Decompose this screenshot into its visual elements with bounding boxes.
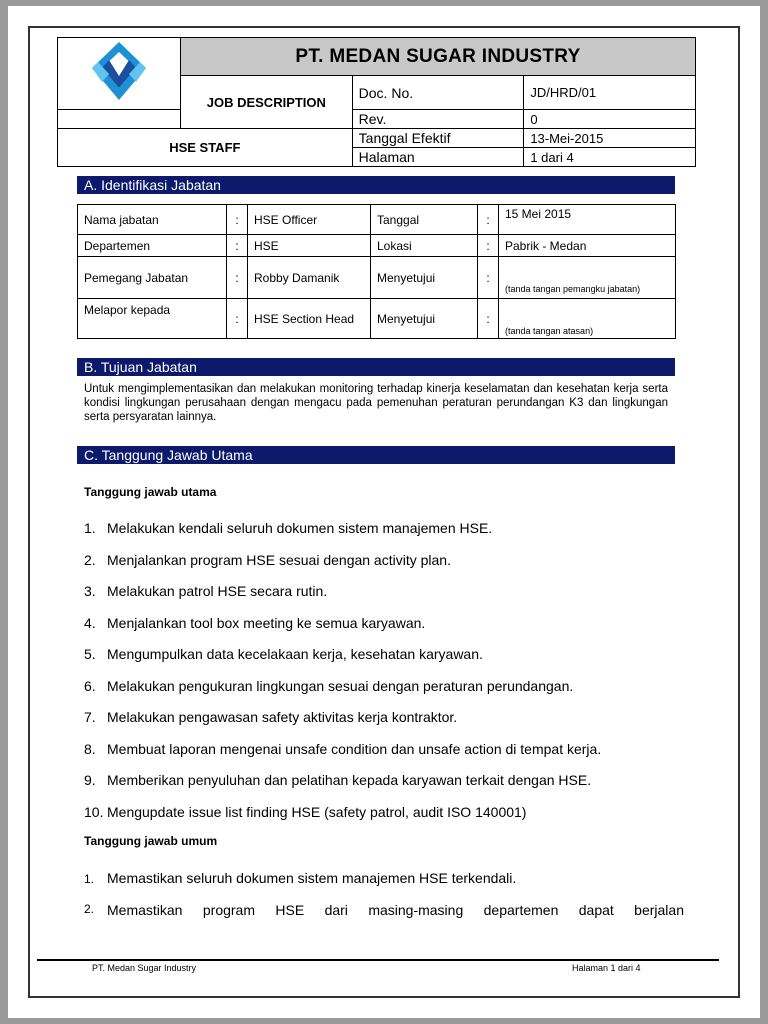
meta-value: 0 [524, 110, 696, 129]
logo-cell [58, 38, 181, 110]
field-value: HSE Section Head [248, 299, 371, 339]
meta-key: Halaman [352, 148, 524, 167]
field-label: Lokasi [371, 235, 478, 257]
item-text: Mengumpulkan data kecelakaan kerja, kesehatan karyawan. [107, 646, 483, 662]
item-text: Mengupdate issue list finding HSE (safety patrol, audit ISO 140001) [107, 803, 527, 820]
section-b-title: B. Tujuan Jabatan [77, 358, 675, 376]
field-value: Robby Damanik [248, 257, 371, 299]
item-text: Memastikan program HSE dari masing-masing departemen dapat berjalan [107, 902, 684, 918]
meta-value: JD/HRD/01 [524, 76, 696, 110]
colon: : [227, 257, 248, 299]
list-item [84, 709, 457, 725]
colon: : [227, 235, 248, 257]
colon: : [227, 299, 248, 339]
list-item [84, 583, 327, 599]
signature-note: (tanda tangan pemangku jabatan) [499, 257, 676, 299]
list-item [84, 804, 526, 820]
list-item [84, 772, 591, 788]
field-label: Menyetujui [371, 299, 478, 339]
colon: : [478, 235, 499, 257]
section-c-title: C. Tanggung Jawab Utama [77, 446, 675, 464]
signature-note: (tanda tangan atasan) [499, 299, 676, 339]
field-label: Pemegang Jabatan [78, 257, 227, 299]
colon: : [478, 257, 499, 299]
company-name: PT. MEDAN SUGAR INDUSTRY [181, 38, 696, 76]
list-item [84, 902, 684, 918]
field-value: Pabrik - Medan [499, 235, 676, 257]
footer-company: PT. Medan Sugar Industry [92, 963, 197, 973]
field-label: Menyetujui [371, 257, 478, 299]
field-value: HSE Officer [248, 205, 371, 235]
item-number: 3. [84, 583, 96, 599]
list-item [84, 615, 425, 631]
item-text: Memastikan seluruh dokumen sistem manajemen HSE terkendali. [107, 870, 517, 886]
item-text: Melakukan patrol HSE secara rutin. [107, 583, 328, 599]
item-number: 1. [84, 520, 96, 536]
field-label: Departemen [78, 235, 227, 257]
list-item [84, 552, 451, 568]
table-row [78, 235, 676, 257]
general-responsibilities-heading: Tanggung jawab umum [84, 834, 218, 848]
footer-divider [37, 959, 719, 961]
item-number: 6. [84, 677, 96, 694]
section-a-title: A. Identifikasi Jabatan [77, 176, 675, 194]
table-row [78, 205, 676, 235]
company-logo-icon [88, 38, 150, 104]
meta-value: 1 dari 4 [524, 148, 696, 167]
item-number: 9. [84, 772, 96, 788]
item-text: Memberikan penyuluhan dan pelatihan kepada karyawan terkait dengan HSE. [107, 772, 592, 788]
doc-type: JOB DESCRIPTION [181, 76, 353, 129]
table-row [78, 299, 676, 339]
position-title: HSE STAFF [58, 129, 353, 167]
document-header [57, 37, 696, 167]
item-number: 5. [84, 646, 96, 662]
list-item [84, 678, 573, 694]
purpose-paragraph: Untuk mengimplementasikan dan melakukan monitoring terhadap kinerja keselamatan dan kesehatan kerja serta kondisi lingkungan perusahaan dengan mengacu pada pemenuhan peraturan perundangan K3 dan lingkungan serta persyaratan lainnya. [84, 383, 668, 423]
logo-cell-spacer [58, 110, 181, 129]
colon: : [478, 205, 499, 235]
item-text: Melakukan pengukuran lingkungan sesuai dengan peraturan perundangan. [107, 677, 574, 694]
field-label: Nama jabatan [78, 205, 227, 235]
identification-table [77, 204, 676, 339]
meta-value: 13-Mei-2015 [524, 129, 696, 148]
list-item [84, 741, 601, 757]
item-number: 2. [84, 551, 96, 568]
item-text: Melakukan kendali seluruh dokumen sistem manajemen HSE. [107, 520, 493, 536]
item-number: 10. [84, 803, 104, 820]
item-text: Menjalankan tool box meeting ke semua karyawan. [107, 614, 426, 631]
item-number: 4. [84, 614, 96, 631]
colon: : [227, 205, 248, 235]
item-text: Menjalankan program HSE sesuai dengan activity plan. [107, 551, 451, 568]
item-number: 8. [84, 740, 96, 757]
colon: : [478, 299, 499, 339]
list-item [84, 646, 483, 662]
field-label: Melapor kepada [78, 299, 227, 339]
item-text: Membuat laporan mengenai unsafe condition dan unsafe action di tempat kerja. [107, 740, 602, 757]
list-item [84, 520, 492, 536]
item-text: Melakukan pengawasan safety aktivitas kerja kontraktor. [107, 709, 458, 725]
field-value: HSE [248, 235, 371, 257]
item-number: 1. [84, 872, 95, 886]
item-number: 7. [84, 709, 96, 725]
table-row [78, 257, 676, 299]
list-item [84, 870, 516, 886]
meta-key: Rev. [352, 110, 524, 129]
field-label: Tanggal [371, 205, 478, 235]
meta-key: Tanggal Efektif [352, 129, 524, 148]
footer-page-number: Halaman 1 dari 4 [572, 963, 641, 973]
page-border [28, 26, 740, 998]
meta-key: Doc. No. [352, 76, 524, 110]
item-number: 2. [84, 902, 95, 916]
main-responsibilities-heading: Tanggung jawab utama [84, 485, 217, 499]
field-value: 15 Mei 2015 [499, 205, 676, 235]
